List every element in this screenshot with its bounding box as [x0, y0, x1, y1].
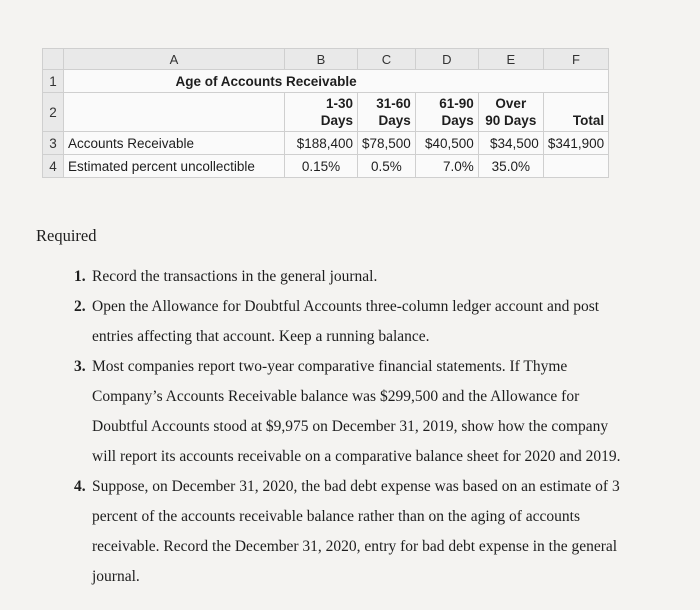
heading-d-line2: Days — [441, 113, 474, 128]
cell-e4[interactable]: 35.0% — [478, 155, 543, 178]
required-item-3 — [74, 352, 634, 472]
sheet-row-3 — [43, 132, 609, 155]
required-item-1 — [74, 262, 634, 292]
heading-e-line2: 90 Days — [485, 113, 537, 128]
row-number-2[interactable]: 2 — [43, 93, 64, 132]
column-header-b[interactable]: B — [285, 49, 358, 70]
cell-d4[interactable]: 7.0% — [415, 155, 478, 178]
corner-cell — [43, 49, 64, 70]
required-item-4-number: 4. — [74, 478, 86, 495]
sheet-title-text: Age of Accounts Receivable — [175, 73, 357, 89]
heading-b-line1: 1-30 — [325, 96, 353, 111]
aging-spreadsheet — [42, 48, 609, 178]
sheet-title[interactable] — [64, 70, 609, 93]
column-header-a[interactable]: A — [64, 49, 285, 70]
row-number-3[interactable]: 3 — [43, 132, 64, 155]
cell-a2[interactable] — [64, 93, 285, 132]
column-header-f[interactable]: F — [543, 49, 608, 70]
required-item-2 — [74, 292, 634, 352]
heading-c-line1: 31-60 — [376, 96, 411, 111]
heading-e-line1: Over — [495, 96, 527, 111]
heading-b-line2: Days — [320, 113, 353, 128]
row-number-1[interactable]: 1 — [43, 70, 64, 93]
sheet-row-2 — [43, 93, 609, 132]
cell-b4[interactable]: 0.15% — [285, 155, 358, 178]
row-number-4[interactable]: 4 — [43, 155, 64, 178]
cell-c2-heading[interactable] — [358, 93, 416, 132]
required-item-1-number: 1. — [74, 268, 86, 285]
sheet-row-1 — [43, 70, 609, 93]
column-header-e[interactable]: E — [478, 49, 543, 70]
cell-e3[interactable]: $34,500 — [478, 132, 543, 155]
required-item-1-text: Record the transactions in the general journal. — [92, 268, 378, 285]
cell-f2-heading[interactable]: Total — [543, 93, 608, 132]
required-heading: Required — [36, 226, 97, 245]
cell-b2-heading[interactable] — [285, 93, 358, 132]
cell-f3[interactable]: $341,900 — [543, 132, 608, 155]
cell-b3[interactable]: $188,400 — [285, 132, 358, 155]
cell-c3[interactable]: $78,500 — [358, 132, 416, 155]
column-header-d[interactable]: D — [415, 49, 478, 70]
cell-c4[interactable]: 0.5% — [358, 155, 416, 178]
column-header-row — [43, 49, 609, 70]
cell-a3-label[interactable]: Accounts Receivable — [64, 132, 285, 155]
required-item-2-text: Open the Allowance for Doubtful Accounts three-column ledger account and post entries affecting that account. Keep a running balance. — [92, 298, 600, 345]
column-header-c[interactable]: C — [358, 49, 416, 70]
required-list — [74, 262, 634, 592]
cell-e2-heading[interactable] — [478, 93, 543, 132]
cell-a4-label[interactable]: Estimated percent uncollectible — [64, 155, 285, 178]
required-item-2-number: 2. — [74, 298, 86, 315]
heading-d-line1: 61-90 — [439, 96, 474, 111]
cell-d2-heading[interactable] — [415, 93, 478, 132]
cell-f4[interactable] — [543, 155, 608, 178]
sheet-row-4 — [43, 155, 609, 178]
required-item-4-text: Suppose, on December 31, 2020, the bad debt expense was based on an estimate of 3 percent of the accounts receivable balance rather than on the aging of accounts receivable. Record the December 31, 2020, entry for bad debt expense in the general journal. — [92, 478, 620, 585]
heading-c-line2: Days — [378, 113, 411, 128]
required-item-3-number: 3. — [74, 358, 86, 375]
cell-d3[interactable]: $40,500 — [415, 132, 478, 155]
required-item-3-text: Most companies report two-year comparative financial statements. If Thyme Company’s Accounts Receivable balance was $299,500 and the Allowance for Doubtful Accounts stood at $9,975 on December 31, 2019, show how the company will report its accounts receivable on a comparative balance sheet for 2020 and 2019. — [92, 358, 621, 465]
required-item-4 — [74, 472, 634, 592]
